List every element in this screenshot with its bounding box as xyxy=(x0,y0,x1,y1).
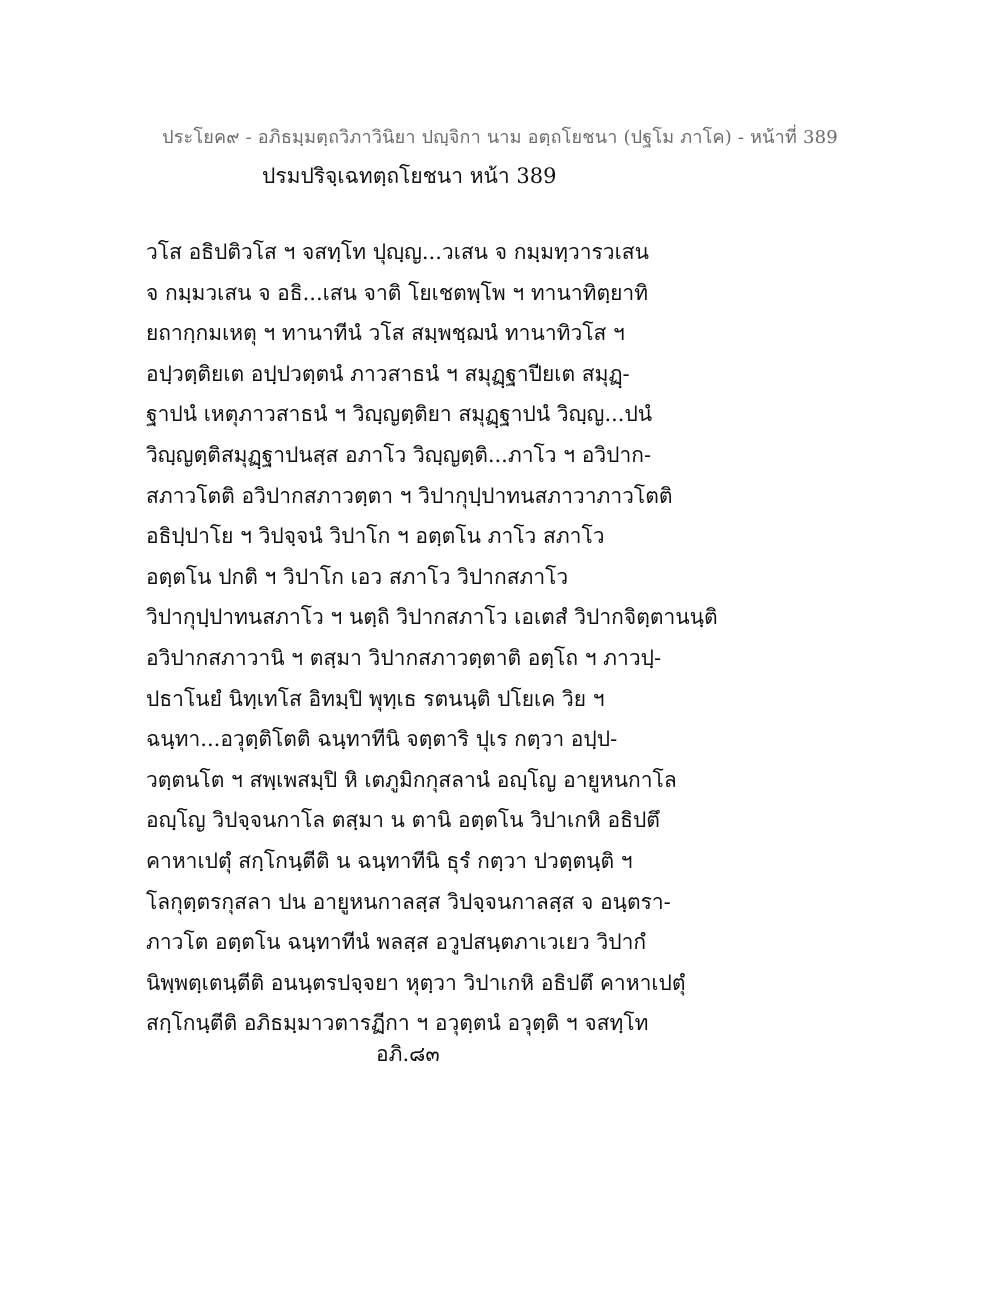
body-line: ปธาโนยํ นิทฺเทโส อิทมฺปิ พุทฺเธ รตนนฺติ ปโยเค วิย ฯ xyxy=(146,686,605,711)
body-line: อปฺวตฺติยเต อปฺปวตฺตนํ ภาวสาธนํ ฯ สมุฏฺฐาปียเต สมุฏฺ- xyxy=(146,361,630,386)
body-line: ยถากฺกมเหตุ ฯ ทานาทีนํ วโส สมฺพชฺฌนํ ทานาทิวโส ฯ xyxy=(146,321,625,346)
body-line: ฐาปนํ เหตุภาวสาธนํ ฯ วิญฺญตฺติยา สมุฏฺฐาปนํ วิญฺญ...ปนํ xyxy=(146,402,653,427)
page-signature: อภิ.๘๓ xyxy=(376,1042,440,1066)
body-line: อญฺโญ วิปจฺจนกาโล ตสฺมา น ตานิ อตฺตโน วิปาเกหิ อธิปตึ xyxy=(146,808,660,833)
body-line: อธิปฺปาโย ฯ วิปจฺจนํ วิปาโก ฯ อตฺตโน ภาโว สภาโว xyxy=(146,524,605,549)
body-line: อตฺตโน ปกติ ฯ วิปาโก เอว สภาโว วิปากสภาโว xyxy=(146,564,569,589)
body-line: อวิปากสภาวานิ ฯ ตสฺมา วิปากสภาวตฺตาติ อตฺโถ ฯ ภาวปฺ- xyxy=(146,645,662,670)
body-line: วิญฺญตฺติสมุฏฺฐาปนสฺส อภาโว วิญฺญตฺติ...ภาโว ฯ อวิปาก- xyxy=(146,442,652,467)
body-line: ฉนฺทา...อวุตฺติโตติ ฉนฺทาทีนิ จตฺตาริ ปุเร กตฺวา อปฺป- xyxy=(146,727,618,752)
body-line: ภาวโต อตฺตโน ฉนฺทาทีนํ พลสฺส อวูปสนฺตภาเวเยว วิปากํ xyxy=(146,930,647,955)
body-line: คาหาเปตุํ สกฺโกนฺตีติ น ฉนฺทาทีนิ ธุรํ กตฺวา ปวตฺตนฺติ ฯ xyxy=(146,848,633,873)
running-header: ประโยค๙ - อภิธมฺมตฺถวิภาวินิยา ปญฺจิกา นาม อตฺถโยชนา (ปฐโม ภาโค) - หน้าที่ 389 xyxy=(162,127,838,148)
body-line: โลกุตฺตรกุสลา ปน อายูหนกาลสฺส วิปจฺจนกาลสฺส จ อนฺตรา- xyxy=(146,889,671,914)
body-text xyxy=(146,232,766,1044)
body-line: จ กมฺมวเสน จ อธิ...เสน จาติ โยเชตพฺโพ ฯ ทานาทิตฺยาทิ xyxy=(146,280,649,305)
body-line: วตฺตนโต ฯ สพฺเพสมฺปิ หิ เตภูมิกกุสลานํ อญฺโญ อายูหนกาโล xyxy=(146,767,677,792)
body-line: สภาวโตติ อวิปากสภาวตฺตา ฯ วิปากุปฺปาทนสภาวาภาวโตติ xyxy=(146,483,673,508)
body-line: สกฺโกนฺตีติ อภิธมฺมาวตารฏีกา ฯ อวุตฺตนํ อวุตฺติ ฯ จสทฺโท xyxy=(146,1011,649,1036)
body-line: วิปากุปฺปาทนสภาโว ฯ นตฺถิ วิปากสภาโว เอเตสํ วิปากจิตฺตานนฺติ xyxy=(146,605,718,630)
page-title: ปรมปริจฺเฉทตฺถโยชนา หน้า 389 xyxy=(262,164,557,188)
body-line: วโส อธิปติวโส ฯ จสทฺโท ปุญฺญ...วเสน จ กมฺมทฺวารวเสน xyxy=(146,240,649,264)
body-line: นิพฺพตฺเตนฺตีติ อนนฺตรปจฺจยา หุตฺวา วิปาเกหิ อธิปตึ คาหาเปตุํ xyxy=(146,970,686,995)
